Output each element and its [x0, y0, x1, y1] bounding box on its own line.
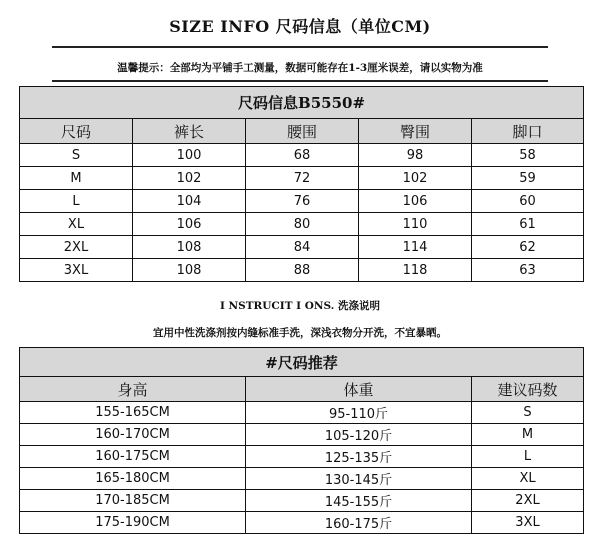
recommended-size-cell: L: [472, 446, 584, 468]
hem-cell: 63: [472, 259, 584, 282]
table-row: [20, 213, 584, 236]
recommended-size-cell: 2XL: [472, 490, 584, 512]
size-cell: S: [20, 144, 133, 167]
hip-cell: 102: [359, 167, 472, 190]
length-cell: 106: [133, 213, 246, 236]
size-cell: 2XL: [20, 236, 133, 259]
instructions-text: 宜用中性洗涤剂按内缝标准手洗，深浅衣物分开洗，不宜暴晒。: [153, 327, 447, 339]
size-table-header: 尺码: [20, 119, 133, 144]
table-row: [20, 167, 584, 190]
table-row: [20, 402, 584, 424]
hem-cell: 58: [472, 144, 584, 167]
length-cell: 108: [133, 259, 246, 282]
waist-cell: 68: [246, 144, 359, 167]
size-cell: XL: [20, 213, 133, 236]
hem-cell: 61: [472, 213, 584, 236]
recommended-size-cell: XL: [472, 468, 584, 490]
weight-cell: 145-155斤: [246, 490, 472, 512]
table-row: [20, 190, 584, 213]
hem-cell: 60: [472, 190, 584, 213]
hip-cell: 98: [359, 144, 472, 167]
table-row: [20, 490, 584, 512]
recommended-size-cell: M: [472, 424, 584, 446]
height-cell: 155-165CM: [20, 402, 246, 424]
height-cell: 165-180CM: [20, 468, 246, 490]
waist-cell: 88: [246, 259, 359, 282]
size-cell: 3XL: [20, 259, 133, 282]
weight-cell: 130-145斤: [246, 468, 472, 490]
size-table-header: 腰围: [246, 119, 359, 144]
waist-cell: 72: [246, 167, 359, 190]
title-divider: [52, 46, 548, 48]
length-cell: 102: [133, 167, 246, 190]
hem-cell: 59: [472, 167, 584, 190]
length-cell: 104: [133, 190, 246, 213]
table-row: [20, 468, 584, 490]
size-cell: M: [20, 167, 133, 190]
hip-cell: 106: [359, 190, 472, 213]
recommended-size-cell: 3XL: [472, 512, 584, 534]
hem-cell: 62: [472, 236, 584, 259]
table-row: [20, 144, 584, 167]
height-cell: 160-170CM: [20, 424, 246, 446]
waist-cell: 84: [246, 236, 359, 259]
size-table-caption: 尺码信息B5550#: [20, 87, 584, 119]
table-row: [20, 259, 584, 282]
hip-cell: 110: [359, 213, 472, 236]
recommend-table-header: 体重: [246, 377, 472, 402]
weight-cell: 95-110斤: [246, 402, 472, 424]
waist-cell: 80: [246, 213, 359, 236]
height-cell: 170-185CM: [20, 490, 246, 512]
size-table-header: 臀围: [359, 119, 472, 144]
waist-cell: 76: [246, 190, 359, 213]
recommend-table-header: 建议码数: [472, 377, 584, 402]
recommend-table-header: 身高: [20, 377, 246, 402]
length-cell: 108: [133, 236, 246, 259]
table-row: [20, 236, 584, 259]
length-cell: 100: [133, 144, 246, 167]
weight-cell: 125-135斤: [246, 446, 472, 468]
measurement-tip: 温馨提示：全部均为平铺手工测量，数据可能存在1-3厘米误差，请以实物为准: [117, 62, 483, 74]
page-title: SIZE INFO 尺码信息（单位CM): [169, 17, 431, 36]
size-info-table: [19, 86, 584, 282]
height-cell: 175-190CM: [20, 512, 246, 534]
tip-divider: [52, 80, 548, 82]
height-cell: 160-175CM: [20, 446, 246, 468]
recommend-table-caption: #尺码推荐: [20, 348, 584, 377]
table-row: [20, 446, 584, 468]
weight-cell: 105-120斤: [246, 424, 472, 446]
size-recommendation-table: [19, 347, 584, 534]
size-table-header: 裤长: [133, 119, 246, 144]
recommended-size-cell: S: [472, 402, 584, 424]
weight-cell: 160-175斤: [246, 512, 472, 534]
hip-cell: 118: [359, 259, 472, 282]
size-cell: L: [20, 190, 133, 213]
table-row: [20, 424, 584, 446]
hip-cell: 114: [359, 236, 472, 259]
table-row: [20, 512, 584, 534]
instructions-heading: I NSTRUCIT I ONS. 洗涤说明: [219, 300, 380, 312]
size-table-header: 脚口: [472, 119, 584, 144]
